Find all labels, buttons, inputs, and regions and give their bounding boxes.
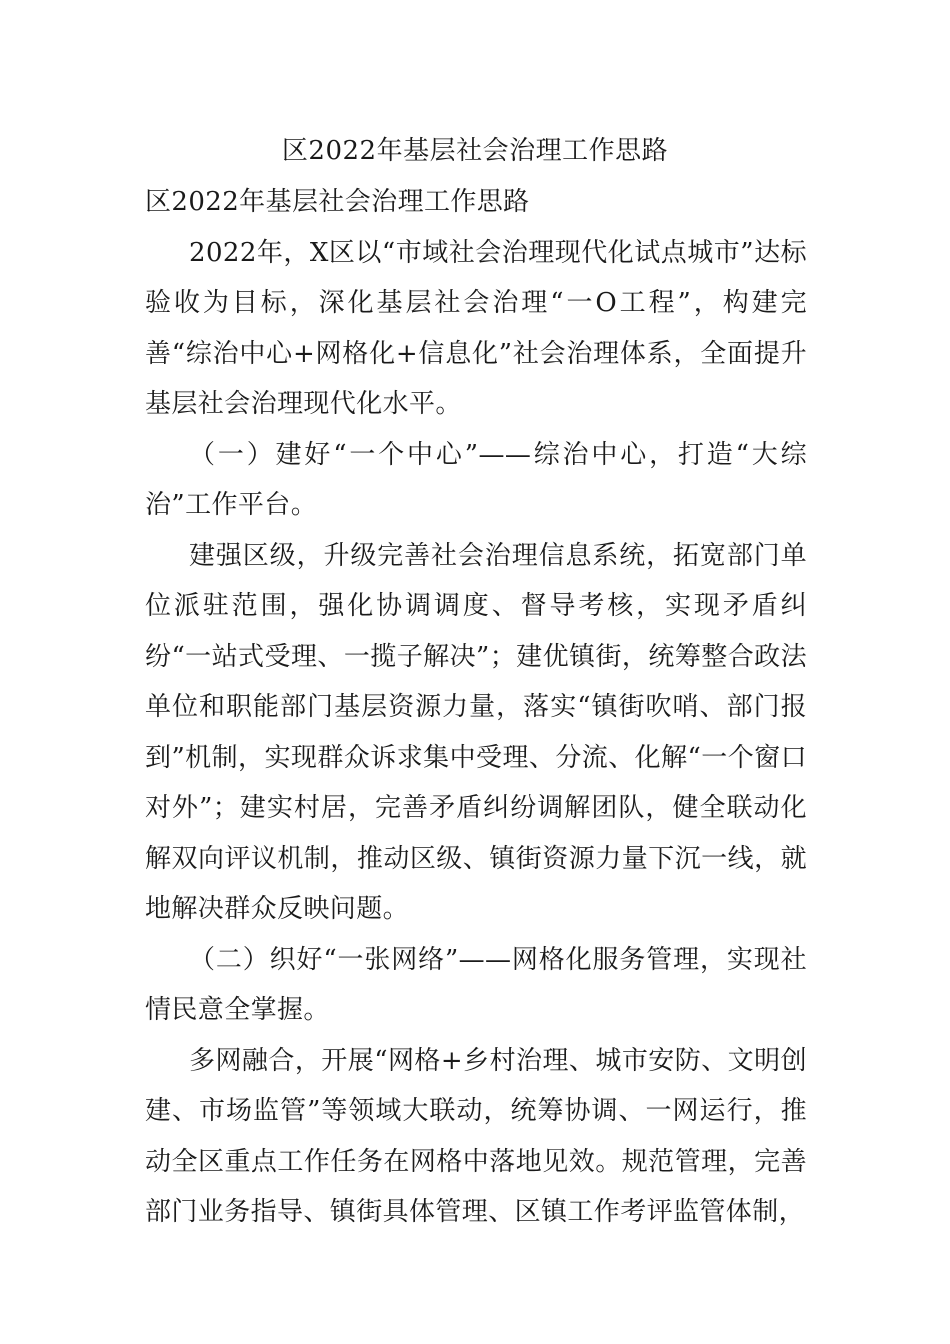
- document-title: 区2022年基层社会治理工作思路: [281, 136, 669, 166]
- subtitle-paragraph: 区2022年基层社会治理工作思路: [145, 187, 530, 217]
- section-1-body-paragraph: 建强区级，升级完善社会治理信息系统，拓宽部门单位派驻范围，强化协调调度、督导考核，实现矛盾纠纷“一站式受理、一揽子解决”；建优镇街，统筹整合政法单位和职能部门基层资源力量，落实“镇街吹哨、部门报到”机制，实现群众诉求集中受理、分流、化解“一个窗口对外”；建实村居，完善矛盾纠纷调解团队，健全联动化解双向评议机制，推动区级、镇街资源力量下沉一线，就地解决群众反映问题。: [145, 540, 807, 924]
- document-body: [145, 177, 807, 1238]
- intro-paragraph: 2022年，X区以“市域社会治理现代化试点城市”达标验收为目标，深化基层社会治理“一O工程”，构建完善“综治中心+网格化+信息化”社会治理体系，全面提升基层社会治理现代化水平。: [145, 237, 807, 419]
- section-heading-2: （二）织好“一张网络”——网格化服务管理，实现社情民意全掌握。: [145, 944, 807, 1025]
- section-heading-1: （一）建好“一个中心”——综治中心，打造“大综治”工作平台。: [145, 439, 807, 520]
- section-2-body-paragraph: 多网融合，开展“网格+乡村治理、城市安防、文明创建、市场监管”等领域大联动，统筹协调、一网运行，推动全区重点工作任务在网格中落地见效。规范管理，完善部门业务指导、镇街具体管理、区镇工作考评监管体制，: [145, 1045, 807, 1227]
